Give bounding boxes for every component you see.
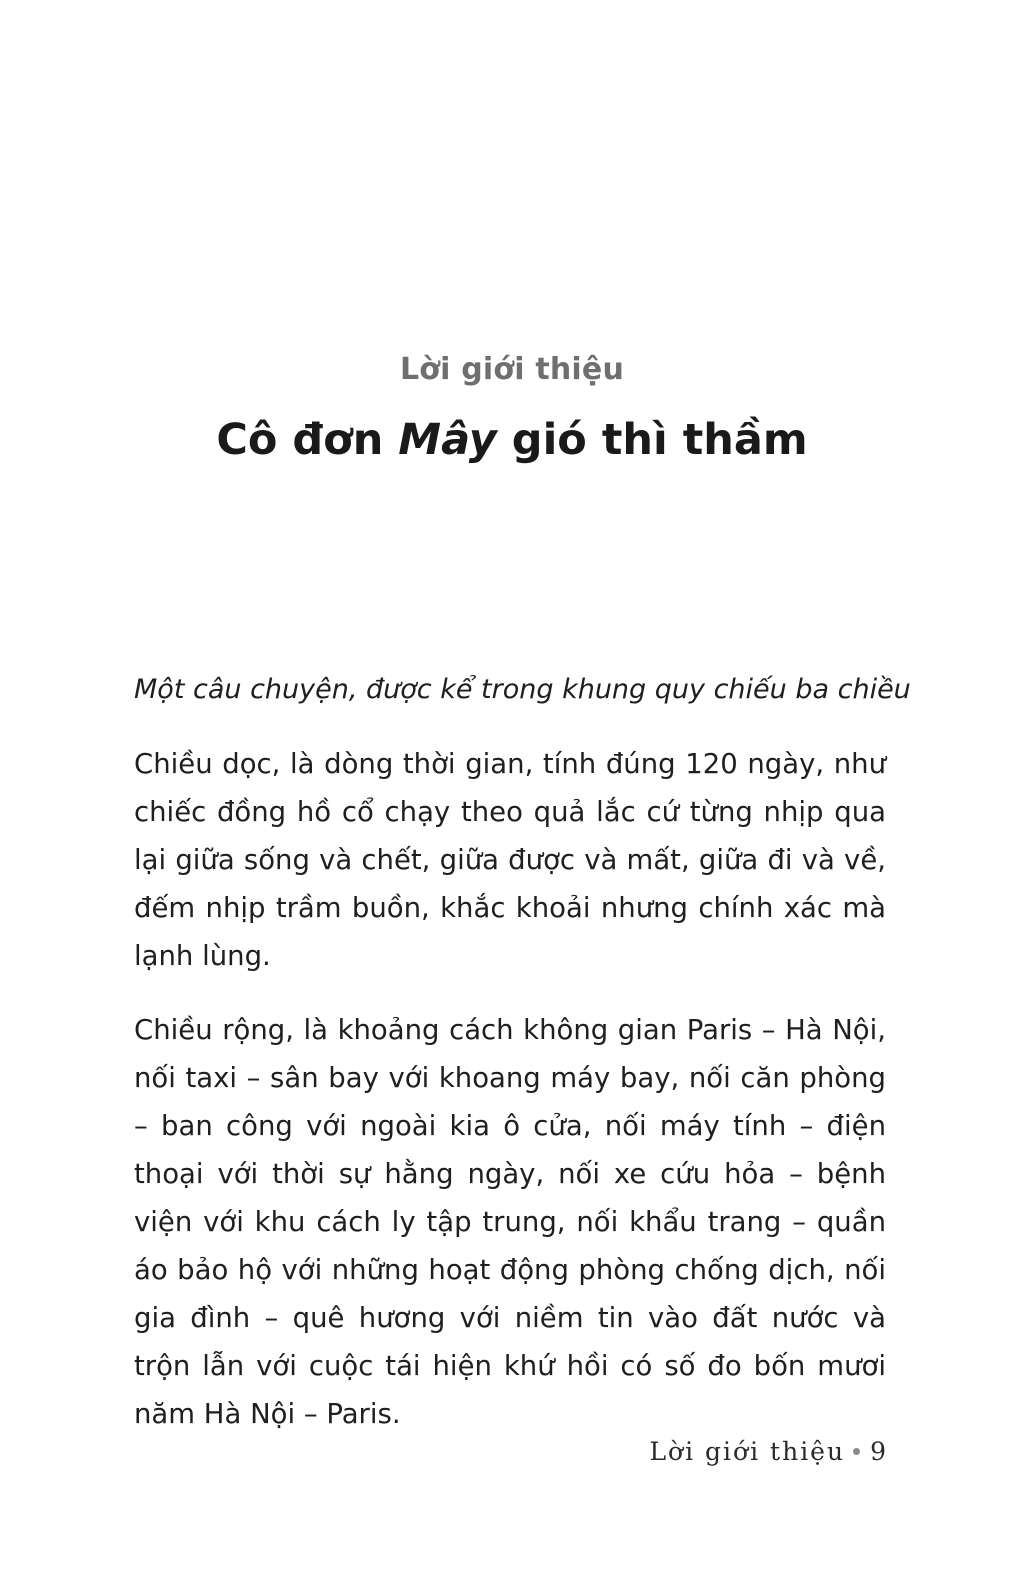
- chapter-subtitle: Lời giới thiệu: [399, 352, 625, 387]
- title-part-2: gió thì thầm: [496, 415, 808, 465]
- paragraph-vertical-dimension: Chiều dọc, là dòng thời gian, tính đúng 120 ngày, như chiếc đồng hồ cổ chạy theo quả lắc cứ từng nhịp qua lại giữa sống và chết, giữa được và mất, giữa đi và về, đếm nhịp trầm buồn, khắc khoải nhưng chính xác mà lạnh lùng.: [134, 748, 886, 972]
- page-footer: [649, 1437, 886, 1466]
- lead-sentence: Một câu chuyện, được kể trong khung quy chiếu ba chiều: [134, 674, 911, 705]
- page-number: 9: [870, 1437, 886, 1466]
- bullet-separator-icon: [853, 1448, 860, 1455]
- chapter-title: [0, 415, 1024, 465]
- title-emphasis: Mây: [398, 415, 497, 465]
- running-head: Lời giới thiệu: [649, 1437, 846, 1466]
- paragraph-horizontal-dimension: Chiều rộng, là khoảng cách không gian Paris – Hà Nội, nối taxi – sân bay với khoang máy bay, nối căn phòng – ban công với ngoài kia ô cửa, nối máy tính – điện thoại với thời sự hằng ngày, nối xe cứu hỏa – bệnh viện với khu cách ly tập trung, nối khẩu trang – quần áo bảo hộ với những hoạt động phòng chống dịch, nối gia đình – quê hương với niềm tin vào đất nước và trộn lẫn với cuộc tái hiện khứ hồi có số đo bốn mươi năm Hà Nội – Paris.: [134, 1014, 886, 1430]
- title-part-1: Cô đơn: [216, 415, 399, 465]
